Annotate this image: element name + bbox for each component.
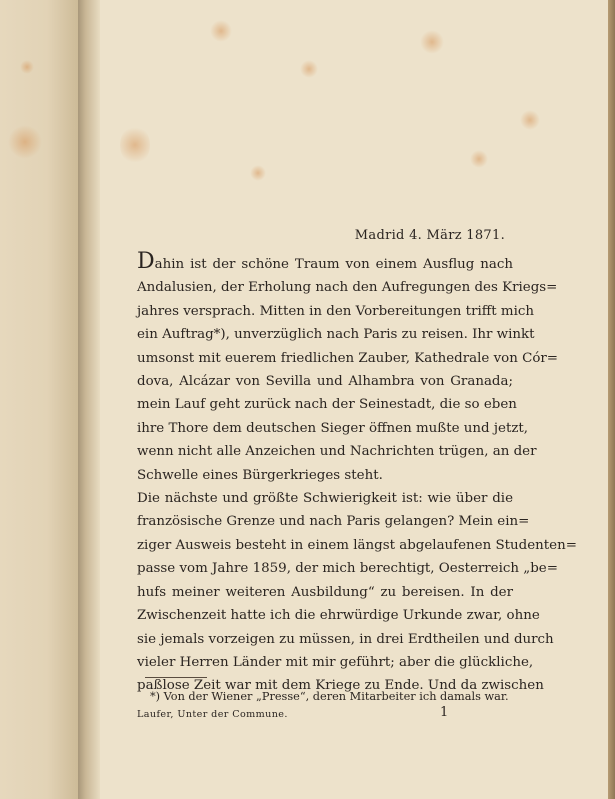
left-page-edge — [0, 0, 78, 799]
paper-stain — [420, 30, 444, 54]
drop-cap: D — [137, 249, 155, 274]
text-line: sie jemals vorzeigen zu müssen, in drei Erdtheilen und durch — [137, 631, 554, 647]
text-line: mein Lauf geht zurück nach der Seinestadt, die so eben — [137, 397, 517, 413]
text-line: vieler Herren Länder mit mir geführt; aber die glückliche, — [137, 654, 534, 670]
page-edge — [608, 0, 615, 799]
paper-stain — [120, 125, 150, 165]
text-line: passe vom Jahre 1859, der mich berechtigt, Oesterreich „be= — [137, 561, 558, 577]
page-number: 1 — [440, 705, 449, 720]
text-line: französische Grenze und nach Paris gelangen? Mein ein= — [137, 514, 530, 530]
signature-line: Laufer, Unter der Commune. — [137, 709, 288, 720]
text-line: ein Auftrag*), unverzüglich nach Paris zu reisen. Ihr winkt — [137, 327, 535, 343]
text-line: umsonst mit euerem friedlichen Zauber, Kathedrale von Cór= — [137, 350, 559, 366]
main-text — [137, 249, 577, 698]
paper-stain — [250, 165, 266, 181]
dateline: Madrid 4. März 1871. — [354, 228, 505, 243]
text-line: Andalusien, der Erholung nach den Aufregungen des Kriegs= — [137, 280, 558, 296]
text-line: jahres versprach. Mitten in den Vorbereitungen trifft mich — [137, 303, 535, 319]
paper-stain — [20, 60, 34, 74]
text-line: Zwischenzeit hatte ich die ehrwürdige Urkunde zwar, ohne — [137, 608, 540, 624]
paper-stain — [8, 125, 42, 159]
text-line: ihre Thore dem deutschen Sieger öffnen mußte und jetzt, — [137, 420, 529, 436]
text-line: paßlose Zeit war mit dem Kriege zu Ende. Und da zwischen — [137, 678, 544, 694]
book-gutter — [78, 0, 100, 799]
line-text: ahin ist der schöne Traum von einem Ausflug nach — [154, 257, 513, 272]
paper-stain — [470, 150, 488, 168]
footnote-rule — [145, 677, 207, 678]
text-line: hufs meiner weiteren Ausbildung“ zu bereisen. In der — [137, 584, 513, 600]
paper-stain — [210, 20, 232, 42]
footnote: *) Von der Wiener „Presse“, deren Mitarbeiter ich damals war. — [150, 690, 509, 703]
text-line: Die nächste und größte Schwierigkeit ist: wie über die — [137, 491, 513, 507]
text-line: dova, Alcázar von Sevilla und Alhambra von Granada; — [137, 374, 513, 390]
paper-stain — [520, 110, 540, 130]
text-line — [137, 251, 513, 276]
text-line: ziger Ausweis besteht in einem längst abgelaufenen Studenten= — [137, 537, 577, 553]
text-line: wenn nicht alle Anzeichen und Nachrichten trügen, an der — [137, 444, 537, 460]
text-line: Schwelle eines Bürgerkrieges steht. — [137, 467, 383, 483]
paper-stain — [300, 60, 318, 78]
